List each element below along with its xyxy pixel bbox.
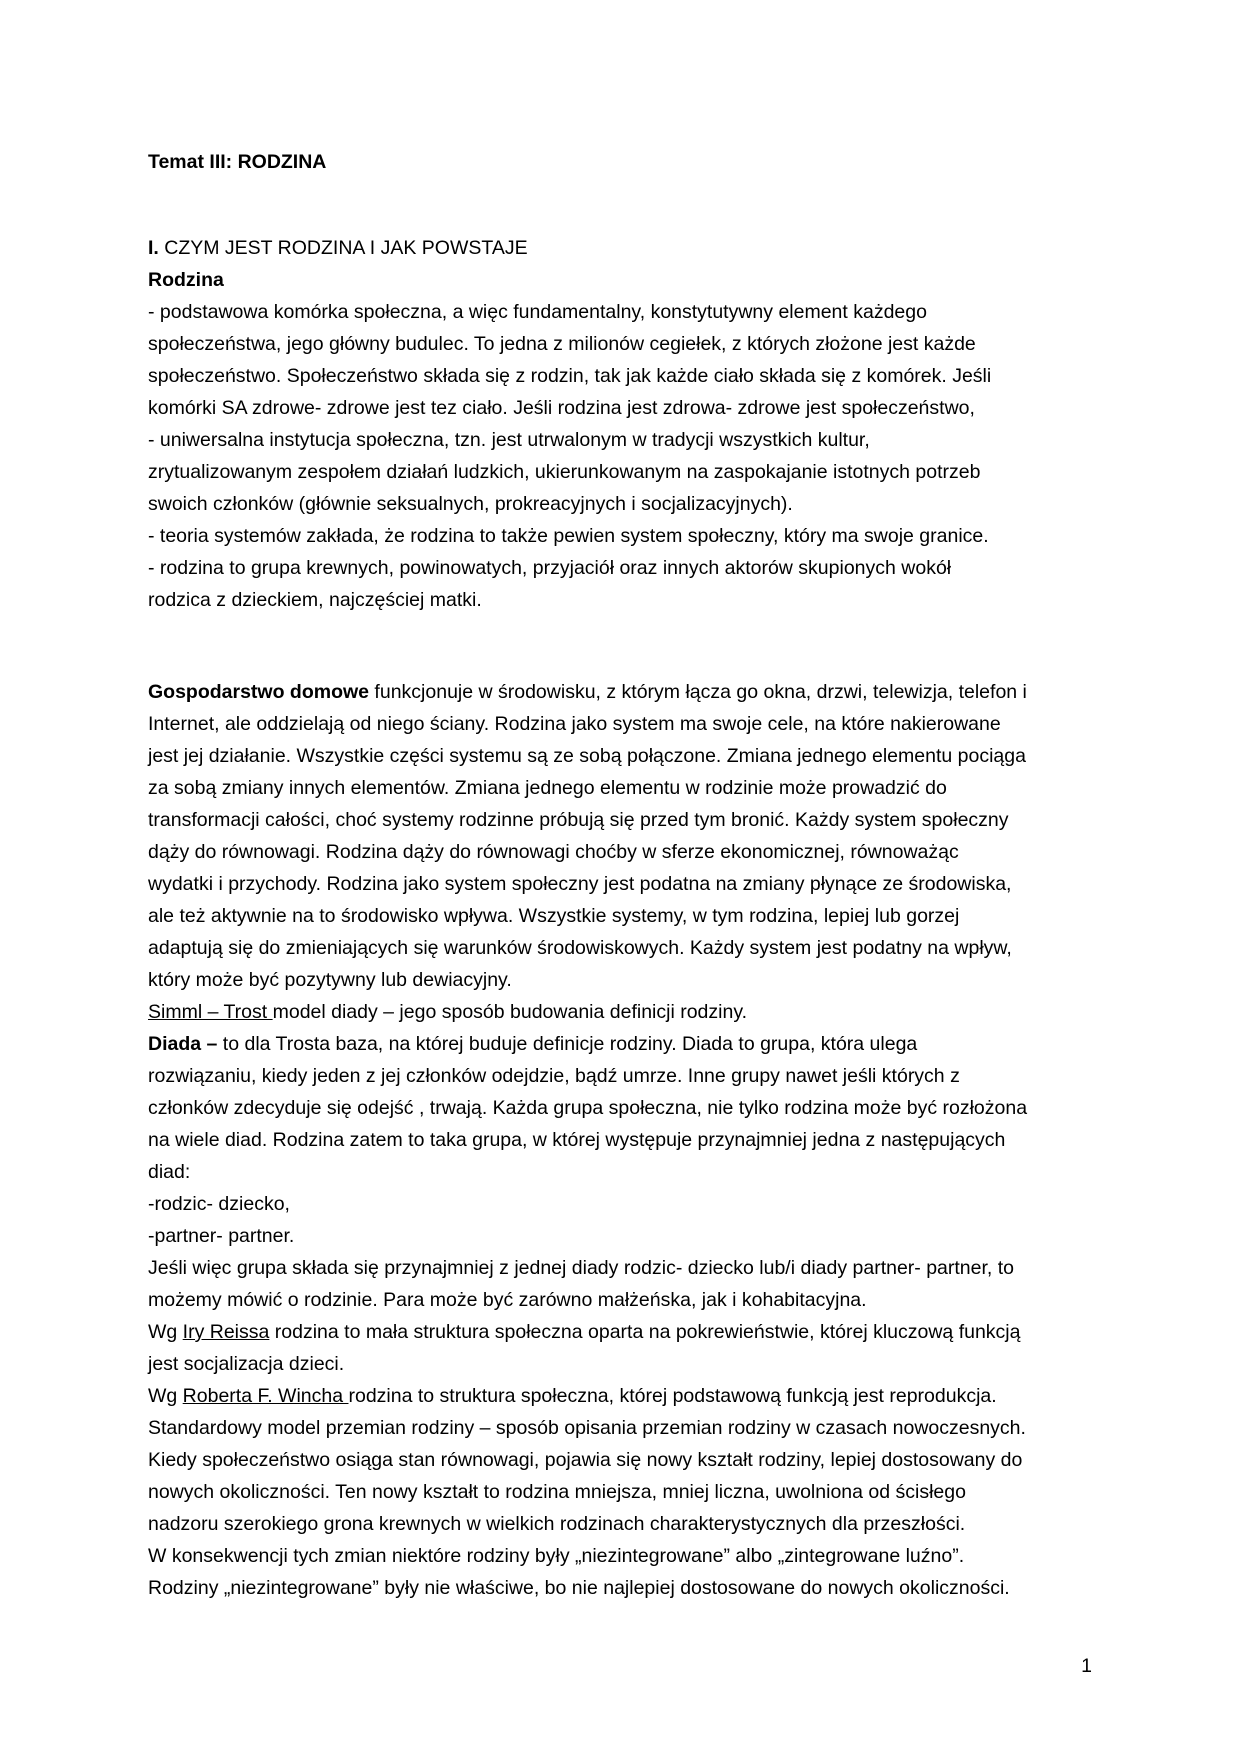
text-line: swoich członków (głównie seksualnych, prokreacyjnych i socjalizacyjnych). [148, 493, 793, 515]
final-paragraph [148, 1412, 1108, 1604]
text-line: na wiele diad. Rodzina zatem to taka grupa, w której występuje przynajmniej jedna z następujących [148, 1129, 1006, 1151]
robert-winch-link[interactable]: Roberta F. Wincha [182, 1385, 349, 1407]
diada-first-line: to dla Trosta baza, na której buduje definicje rodziny. Diada to grupa, która ulega [217, 1033, 918, 1055]
section-heading-text: CZYM JEST RODZINA I JAK POWSTAJE [158, 237, 528, 259]
diada-line [148, 1028, 1108, 1060]
household-line-1 [148, 676, 1108, 708]
text-line: -rodzic- dziecko, [148, 1193, 290, 1215]
text-line: za sobą zmiany innych elementów. Zmiana jednego elementu w rodzinie może prowadzić do [148, 777, 947, 799]
text-line: diad: [148, 1161, 191, 1183]
text-line: członków zdecyduje się odejść , trwają. Każda grupa społeczna, nie tylko rodzina może być rozłożona [148, 1097, 1028, 1119]
winch-prefix: Wg [148, 1385, 183, 1407]
text-line: rozwiązaniu, kiedy jeden z jej członków odejdzie, bądź umrze. Inne grupy nawet jeśli których z [148, 1065, 960, 1087]
text-line: możemy mówić o rodzinie. Para może być zarówno małżeńska, jak i kohabitacyjna. [148, 1289, 867, 1311]
term-diada: Diada – [148, 1033, 218, 1055]
diada-paragraph [148, 1060, 1108, 1316]
winch-line [148, 1380, 1108, 1412]
text-line: rodzica z dzieckiem, najczęściej matki. [148, 589, 482, 611]
page-number: 1 [1081, 1655, 1092, 1677]
text-line: społeczeństwa, jego główny budulec. To jedna z milionów cegiełek, z których złożone jest każde [148, 333, 976, 355]
text-line: Kiedy społeczeństwo osiąga stan równowagi, pojawia się nowy kształt rodziny, lepiej dostosowany do [148, 1449, 1023, 1471]
text-line: Internet, ale oddzielają od niego ściany. Rodzina jako system ma swoje cele, na które nakierowane [148, 713, 1001, 735]
document-body [148, 146, 1108, 1604]
reiss-rest: rodzina to mała struktura społeczna oparta na pokrewieństwie, której kluczową funkcją [269, 1321, 1021, 1343]
section1-paragraph [148, 296, 1108, 616]
text-line: nowych okoliczności. Ten nowy kształt to rodzina mniejsza, mniej liczna, uwolniona od ścisłego [148, 1481, 966, 1503]
text-line: Standardowy model przemian rodziny – sposób opisania przemian rodziny w czasach nowoczesnych. [148, 1417, 1026, 1439]
text-line: Jeśli więc grupa składa się przynajmniej z jednej diady rodzic- dziecko lub/i diady partner- partner, to [148, 1257, 1015, 1279]
text-line: transformacji całości, choć systemy rodzinne próbują się przed tym bronić. Każdy system społeczny [148, 809, 1009, 831]
text-line: zrytualizowanym zespołem działań ludzkich, ukierunkowanym na zaspokajanie istotnych potrzeb [148, 461, 981, 483]
text-line: W konsekwencji tych zmian niektóre rodziny były „niezintegrowane” albo „zintegrowane luźno”. [148, 1545, 965, 1567]
text-line: - uniwersalna instytucja społeczna, tzn. jest utrwalonym w tradycji wszystkich kultur, [148, 429, 870, 451]
simml-trost-link[interactable]: Simml – Trost [148, 1001, 273, 1023]
text-line: adaptują się do zmieniających się warunków środowiskowych. Każdy system jest podatny na wpływ, [148, 937, 1012, 959]
section-heading [148, 232, 1108, 264]
text-line: dąży do równowagi. Rodzina dąży do równowagi choćby w sferze ekonomicznej, równoważąc [148, 841, 959, 863]
household-first-line: funkcjonuje w środowisku, z którym łącza go okna, drzwi, telewizja, telefon i [369, 681, 1027, 703]
paragraph-gap [148, 616, 1108, 676]
reiss-prefix: Wg [148, 1321, 183, 1343]
text-line: wydatki i przychody. Rodzina jako system społeczny jest podatna na zmiany płynące ze środowiska, [148, 873, 1012, 895]
text-line: który może być pozytywny lub dewiacyjny. [148, 969, 512, 991]
term-rodzina: Rodzina [148, 269, 224, 291]
section-number: I. [148, 237, 159, 259]
text-line: nadzoru szerokiego grona krewnych w wielkich rodzinach charakterystycznych dla przeszłości. [148, 1513, 966, 1535]
text-line: Rodziny „niezintegrowane” były nie właściwe, bo nie najlepiej dostosowane do nowych okoliczności. [148, 1577, 1010, 1599]
reiss-line [148, 1316, 1108, 1348]
simml-line [148, 996, 1108, 1028]
household-paragraph [148, 708, 1108, 996]
text-line: ale też aktywnie na to środowisko wpływa. Wszystkie systemy, w tym rodzina, lepiej lub gorzej [148, 905, 960, 927]
text-line: komórki SA zdrowe- zdrowe jest tez ciało. Jeśli rodzina jest zdrowa- zdrowe jest społeczeństwo, [148, 397, 975, 419]
text-line: społeczeństwo. Społeczeństwo składa się z rodzin, tak jak każde ciało składa się z komórek. Jeśli [148, 365, 992, 387]
text-line: - podstawowa komórka społeczna, a więc fundamentalny, konstytutywny element każdego [148, 301, 927, 323]
text-line: - teoria systemów zakłada, że rodzina to także pewien system społeczny, który ma swoje granice. [148, 525, 989, 547]
winch-rest: rodzina to struktura społeczna, której podstawową funkcją jest reprodukcja. [348, 1385, 997, 1407]
simml-rest: model diady – jego sposób budowania definicji rodziny. [272, 1001, 748, 1023]
text-line: jest jej działanie. Wszystkie części systemu są ze sobą połączone. Zmiana jednego elementu pociąga [148, 745, 1026, 767]
reiss-line-2: jest socjalizacja dzieci. [148, 1353, 345, 1375]
ira-reiss-link[interactable]: Iry Reissa [182, 1321, 270, 1343]
text-line: - rodzina to grupa krewnych, powinowatych, przyjaciół oraz innych aktorów skupionych wokół [148, 557, 952, 579]
document-title: Temat III: RODZINA [148, 151, 327, 173]
term-gospodarstwo: Gospodarstwo domowe [148, 681, 370, 703]
text-line: -partner- partner. [148, 1225, 295, 1247]
